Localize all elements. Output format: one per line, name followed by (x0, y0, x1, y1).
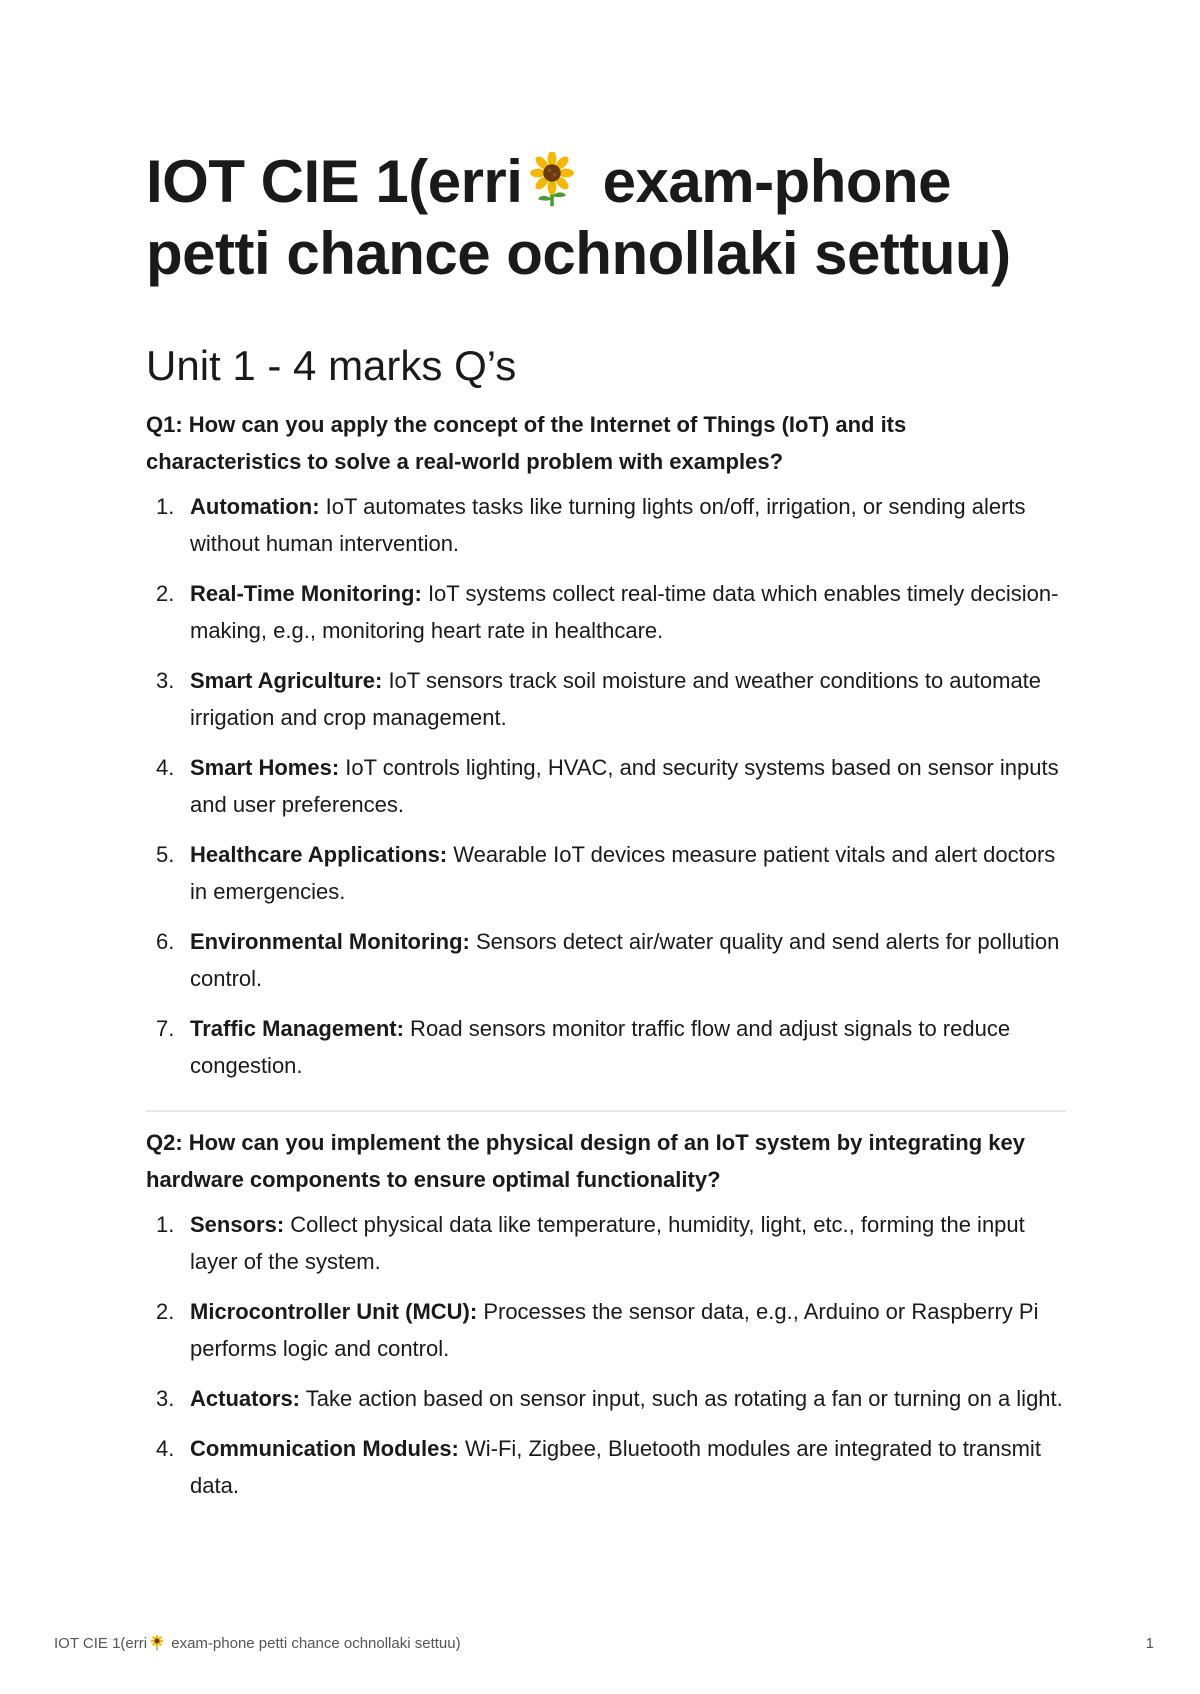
answer-term: Smart Agriculture: (190, 668, 383, 693)
answer-text: IoT sensors track soil moisture and weather conditions to automate irrigation and crop management. (190, 668, 1042, 730)
footer-text-start: IOT CIE 1(erri (54, 1635, 148, 1652)
answer-text: Road sensors monitor traffic flow and adjust signals to reduce congestion. (190, 1016, 1011, 1078)
list-item (146, 575, 1066, 649)
list-item (146, 1430, 1066, 1504)
list-number: 2. (156, 581, 175, 606)
page-footer (54, 1634, 1154, 1654)
list-item (146, 836, 1066, 910)
list-number: 1. (156, 1212, 175, 1237)
list-item (146, 1380, 1066, 1417)
list-number: 2. (156, 1299, 175, 1324)
title-text-end: exam-phone petti chance ochnollaki settuu) (146, 148, 1011, 287)
list-number: 3. (156, 668, 175, 693)
list-number: 4. (156, 755, 175, 780)
question-block-q2 (146, 1124, 1066, 1517)
list-number: 4. (156, 1436, 175, 1461)
answer-text: IoT controls lighting, HVAC, and security systems based on sensor inputs and user preferences. (190, 755, 1059, 817)
list-number: 7. (156, 1016, 175, 1041)
answer-term: Actuators: (190, 1386, 301, 1411)
answer-term: Healthcare Applications: (190, 842, 448, 867)
answer-list-q1 (146, 488, 1066, 1084)
answer-text: Wi-Fi, Zigbee, Bluetooth modules are integrated to transmit data. (190, 1436, 1041, 1498)
answer-term: Traffic Management: (190, 1016, 404, 1041)
list-item (146, 749, 1066, 823)
answer-text: Sensors detect air/water quality and send alerts for pollution control. (190, 929, 1060, 991)
answer-term: Communication Modules: (190, 1436, 459, 1461)
list-number: 6. (156, 929, 175, 954)
footer-text-end: exam-phone petti chance ochnollaki settuu) (167, 1635, 461, 1652)
list-item (146, 1010, 1066, 1084)
answer-text: Processes the sensor data, e.g., Arduino or Raspberry Pi performs logic and control. (190, 1299, 1039, 1361)
answer-text: Collect physical data like temperature, humidity, light, etc., forming the input layer of the system. (190, 1212, 1025, 1274)
list-item (146, 923, 1066, 997)
answer-text: IoT systems collect real-time data which enables timely decision-making, e.g., monitoring heart rate in healthcare. (190, 581, 1059, 643)
list-item (146, 1206, 1066, 1280)
answer-term: Real-Time Monitoring: (190, 581, 422, 606)
answer-term: Automation: (190, 494, 320, 519)
answer-text: Take action based on sensor input, such as rotating a fan or turning on a light. (300, 1386, 1063, 1411)
list-number: 1. (156, 494, 175, 519)
answer-text: IoT automates tasks like turning lights on/off, irrigation, or sending alerts without human intervention. (190, 494, 1026, 556)
question-q2: Q2: How can you implement the physical design of an IoT system by integrating key hardware components to ensure optimal functionality? (146, 1130, 1025, 1192)
answer-term: Environmental Monitoring: (190, 929, 470, 954)
answer-list-q2 (146, 1206, 1066, 1504)
page-title (146, 146, 1066, 290)
answer-term: Sensors: (190, 1212, 285, 1237)
list-item (146, 488, 1066, 562)
answer-term: Microcontroller Unit (MCU): (190, 1299, 478, 1324)
unit-heading: Unit 1 - 4 marks Q’s (146, 342, 517, 389)
answer-text: Wearable IoT devices measure patient vitals and alert doctors in emergencies. (190, 842, 1056, 904)
question-q1: Q1: How can you apply the concept of the Internet of Things (IoT) and its characteristics to solve a real-world problem with examples? (146, 412, 907, 474)
list-item (146, 1293, 1066, 1367)
title-text-start: IOT CIE 1(erri (146, 148, 523, 215)
list-number: 3. (156, 1386, 175, 1411)
question-block-q1 (146, 406, 1066, 1097)
list-item (146, 662, 1066, 736)
list-number: 5. (156, 842, 175, 867)
sunflower-icon (149, 1635, 165, 1651)
sunflower-icon (524, 152, 580, 208)
answer-term: Smart Homes: (190, 755, 340, 780)
section-divider (146, 1110, 1066, 1112)
page-number: 1 (1145, 1635, 1154, 1652)
